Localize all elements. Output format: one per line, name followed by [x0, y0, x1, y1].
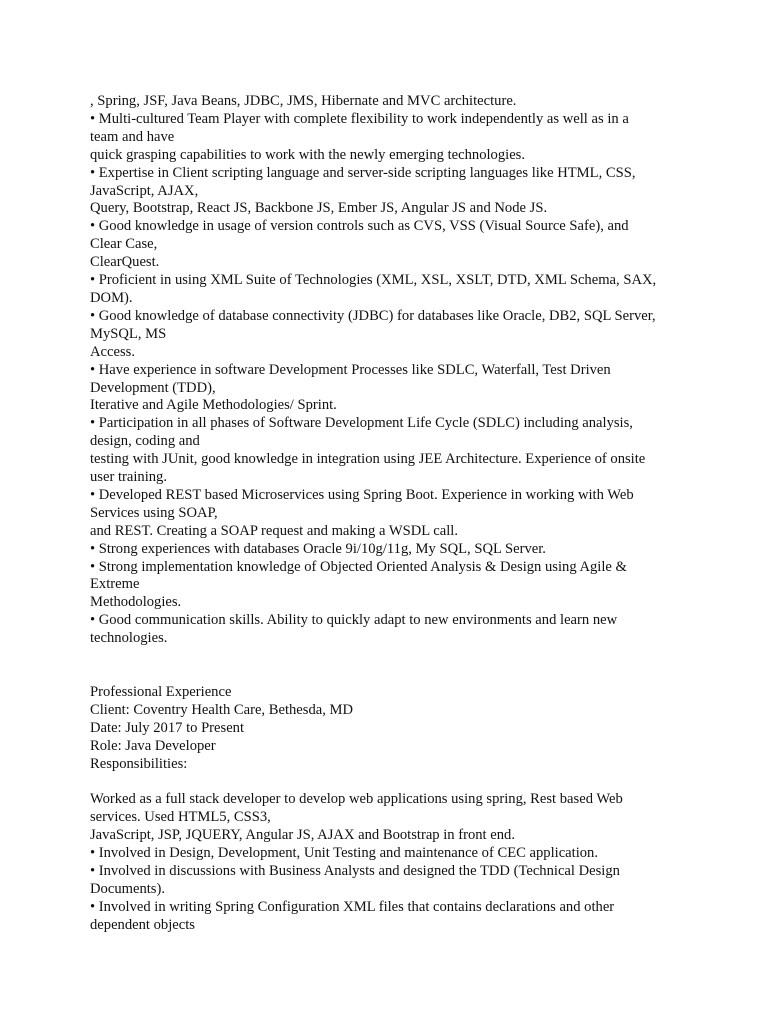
summary-line: • Expertise in Client scripting language and server-side scripting languages like HTML, CSS, [90, 164, 636, 181]
summary-line: and REST. Creating a SOAP request and making a WSDL call. [90, 522, 459, 539]
summary-line: team and have [90, 128, 175, 145]
summary-line: • Strong experiences with databases Oracle 9i/10g/11g, My SQL, SQL Server. [90, 540, 546, 557]
date-line: Date: July 2017 to Present [90, 719, 245, 736]
summary-line: • Developed REST based Microservices using Spring Boot. Experience in working with Web [90, 486, 634, 503]
summary-line: ClearQuest. [90, 254, 160, 271]
role-line: Role: Java Developer [90, 737, 216, 754]
summary-line: Services using SOAP, [90, 504, 218, 521]
summary-line: , Spring, JSF, Java Beans, JDBC, JMS, Hibernate and MVC architecture. [90, 93, 517, 109]
summary-line: • Participation in all phases of Software Development Life Cycle (SDLC) including analysis, [90, 415, 633, 432]
section-heading: Professional Experience [90, 683, 232, 700]
summary-line: • Proficient in using XML Suite of Technologies (XML, XSL, XSLT, DTD, XML Schema, SAX, [90, 272, 657, 289]
responsibility-line: • Involved in writing Spring Configuration XML files that contains declarations and other [90, 898, 615, 915]
summary-line: • Multi-cultured Team Player with complete flexibility to work independently as well as in a [90, 110, 629, 127]
paragraph-spacer [90, 773, 690, 791]
summary-line: Clear Case, [90, 236, 158, 253]
summary-line: MySQL, MS [90, 325, 167, 342]
summary-line: testing with JUnit, good knowledge in integration using JEE Architecture. Experience of onsite [90, 451, 646, 468]
summary-line: design, coding and [90, 433, 200, 450]
responsibility-line: Documents). [90, 880, 165, 897]
summary-line: Iterative and Agile Methodologies/ Sprint. [90, 397, 337, 414]
responsibility-line: Worked as a full stack developer to develop web applications using spring, Rest based Web [90, 791, 623, 808]
summary-line: • Good knowledge in usage of version controls such as CVS, VSS (Visual Source Safe), and [90, 218, 629, 235]
responsibility-line: dependent objects [90, 916, 195, 933]
summary-line: Access. [90, 343, 135, 360]
summary-line: Query, Bootstrap, React JS, Backbone JS, Ember JS, Angular JS and Node JS. [90, 200, 548, 217]
summary-line: Development (TDD), [90, 379, 216, 396]
section-spacer [90, 648, 690, 684]
summary-line: quick grasping capabilities to work with the newly emerging technologies. [90, 146, 526, 163]
responsibility-line: • Involved in discussions with Business Analysts and designed the TDD (Technical Design [90, 862, 620, 879]
summary-line: Methodologies. [90, 594, 182, 611]
summary-line: • Good communication skills. Ability to quickly adapt to new environments and learn new [90, 612, 618, 629]
summary-line: technologies. [90, 630, 168, 647]
summary-line: Extreme [90, 576, 140, 593]
summary-line: • Good knowledge of database connectivity (JDBC) for databases like Oracle, DB2, SQL Server, [90, 307, 656, 324]
responsibility-line: • Involved in Design, Development, Unit Testing and maintenance of CEC application. [90, 845, 599, 862]
responsibility-line: services. Used HTML5, CSS3, [90, 809, 271, 826]
summary-line: DOM). [90, 289, 133, 306]
document-page [90, 93, 690, 935]
summary-line: user training. [90, 469, 168, 486]
responsibilities-label: Responsibilities: [90, 755, 188, 772]
summary-line: • Have experience in software Development Processes like SDLC, Waterfall, Test Driven [90, 361, 611, 378]
skills-summary [90, 93, 690, 648]
summary-line: JavaScript, AJAX, [90, 182, 199, 199]
summary-line: • Strong implementation knowledge of Objected Oriented Analysis & Design using Agile & [90, 558, 627, 575]
experience-section [90, 684, 690, 935]
responsibility-line: JavaScript, JSP, JQUERY, Angular JS, AJAX and Bootstrap in front end. [90, 827, 515, 844]
client-line: Client: Coventry Health Care, Bethesda, MD [90, 701, 354, 718]
